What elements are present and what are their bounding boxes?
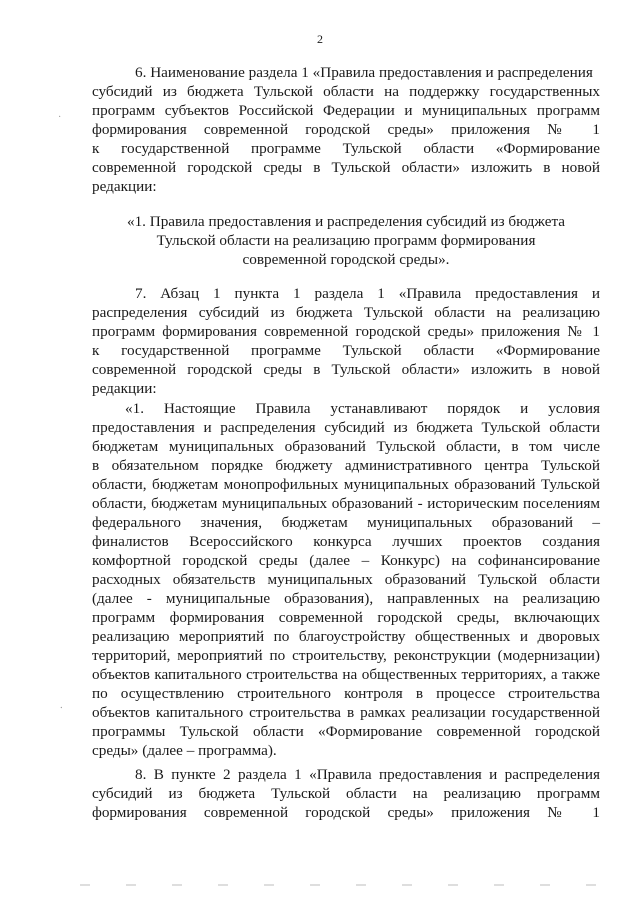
scan-speck: · <box>58 112 62 123</box>
text-line: 8. В пункте 2 раздела 1 «Правила предоставления и распределения <box>135 766 600 783</box>
text-line: современной городской среды в Тульской области» изложить в новой <box>92 159 600 176</box>
text-line: программы Тульской области «Формирование современной городской <box>92 723 600 740</box>
text-line: современной городской среды в Тульской области» изложить в новой <box>92 361 600 378</box>
text-line: области, бюджетам монопрофильных муниципальных образований Тульской <box>92 476 600 493</box>
text-line: формирования современной городской среды» приложения № 1 <box>92 121 600 138</box>
text-line: реализацию мероприятий по благоустройству общественных и дворовых <box>92 628 600 645</box>
text-line: расходных обязательств муниципальных образований Тульской области <box>92 571 600 588</box>
text-line: среды» (далее – программа). <box>92 742 277 759</box>
text-line: бюджетам муниципальных образований Тульской области, в том числе <box>92 438 600 455</box>
page-number: 2 <box>317 32 323 46</box>
text-line: редакции: <box>92 380 157 397</box>
text-line: по осуществлению строительного контроля в процессе строительства <box>92 685 600 702</box>
text-line: финалистов Всероссийского конкурса лучших проектов создания <box>92 533 600 550</box>
text-line: «1. Настоящие Правила устанавливают порядок и условия <box>125 400 600 417</box>
text-line: субсидий из бюджета Тульской области на реализацию программ <box>92 785 600 802</box>
text-line: федерального значения, бюджетам муниципальных образований – <box>92 514 600 531</box>
text-line: территорий, мероприятий по строительству, реконструкции (модернизации) <box>92 647 600 664</box>
text-line: программ формирования современной городской среды» приложения № 1 <box>92 323 600 340</box>
text-line: 6. Наименование раздела 1 «Правила предоставления и распределения <box>135 64 593 81</box>
text-line: области, бюджетам муниципальных образований - историческим поселениям <box>92 495 600 512</box>
text-line: распределения субсидий из бюджета Тульской области на реализацию <box>92 304 600 321</box>
scan-speck: ⸱ <box>60 703 63 714</box>
text-line: к государственной программе Тульской области «Формирование <box>92 140 600 157</box>
text-line: к государственной программе Тульской области «Формирование <box>92 342 600 359</box>
text-line: комфортной городской среды (далее – Конкурс) на софинансирование <box>92 552 600 569</box>
text-line: современной городской среды». <box>242 251 450 268</box>
text-line: предоставления и распределения субсидий из бюджета Тульской области <box>92 419 600 436</box>
text-line: редакции: <box>92 178 157 195</box>
text-line: программ субъектов Российской Федерации и муниципальных программ <box>92 102 600 119</box>
text-line: программ формирования современной городской среды, включающих <box>92 609 600 626</box>
text-line: формирования современной городской среды» приложения № 1 <box>92 804 600 821</box>
text-line: 7. Абзац 1 пункта 1 раздела 1 «Правила предоставления и <box>135 285 600 302</box>
text-line: Тульской области на реализацию программ формирования <box>156 232 536 249</box>
text-line: объектов капитального строительства на общественных территориях, а также <box>92 666 600 683</box>
text-line: субсидий из бюджета Тульской области на поддержку государственных <box>92 83 600 100</box>
text-line: в обязательном порядке бюджету административного центра Тульской <box>92 457 600 474</box>
text-line: объектов капитального строительства в рамках реализации государственной <box>92 704 600 721</box>
text-line: (далее - муниципальные образования), направленных на реализацию <box>92 590 600 607</box>
text-line: «1. Правила предоставления и распределения субсидий из бюджета <box>126 213 566 230</box>
scan-edge-noise <box>80 884 600 886</box>
